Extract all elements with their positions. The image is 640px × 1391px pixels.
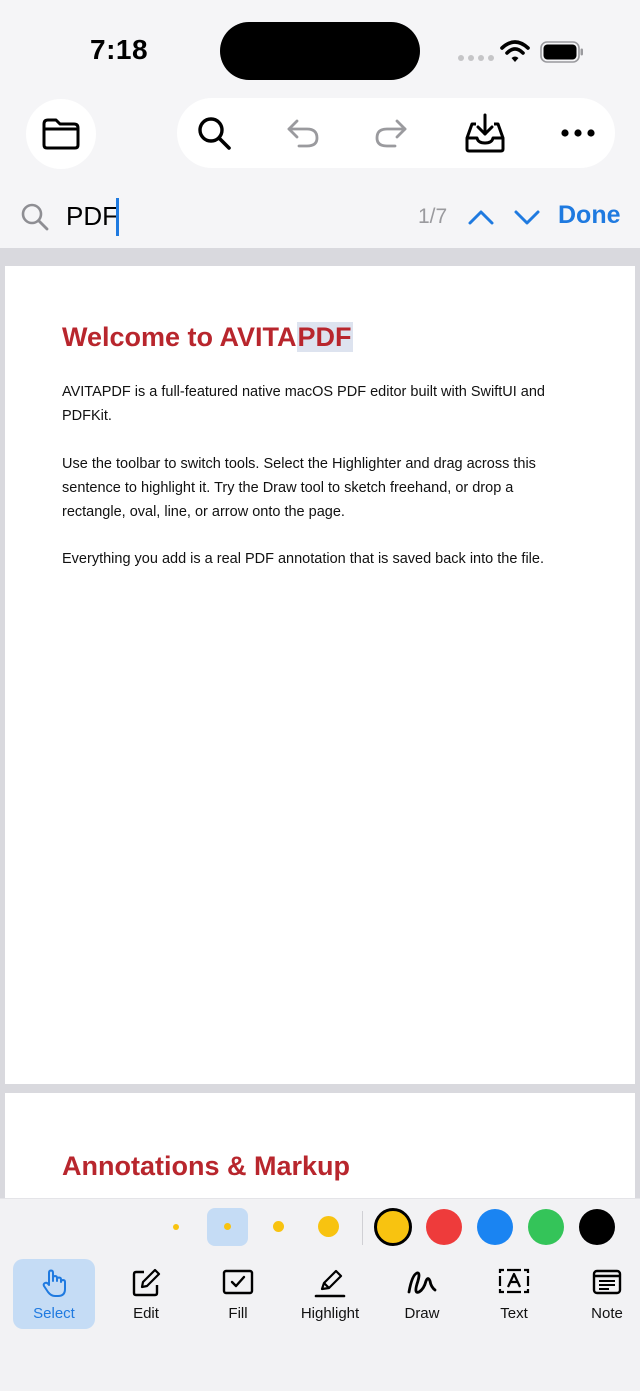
next-match-button[interactable] — [512, 202, 542, 232]
cellular-signal-icon — [458, 55, 494, 61]
text-box-icon — [498, 1267, 530, 1299]
previous-match-button[interactable] — [466, 202, 496, 232]
folder-icon — [41, 117, 81, 151]
search-match-highlight: PDF — [297, 322, 352, 352]
note-icon — [591, 1267, 623, 1299]
tool-highlight[interactable] — [289, 1259, 371, 1329]
color-blue[interactable] — [477, 1209, 513, 1245]
color-red[interactable] — [426, 1209, 462, 1245]
tool-draw[interactable] — [381, 1259, 463, 1329]
edit-icon — [130, 1267, 162, 1299]
text-caret — [116, 198, 119, 236]
status-time: 7:18 — [90, 34, 149, 65]
tool-label: Highlight — [300, 1305, 360, 1322]
done-button[interactable]: Done — [558, 201, 621, 229]
tool-note[interactable] — [566, 1259, 640, 1329]
search-icon — [196, 115, 232, 151]
document-view[interactable] — [0, 248, 640, 1198]
redo-button[interactable] — [370, 112, 412, 154]
tool-select[interactable] — [13, 1259, 95, 1329]
tool-label: Edit — [133, 1305, 159, 1322]
squiggle-icon — [406, 1267, 438, 1299]
search-field-icon — [20, 202, 50, 232]
panel-divider — [362, 1211, 363, 1245]
paragraph-annotations: Everything you add is a real PDF annotation that is saved back into the file. — [62, 551, 544, 567]
more-button[interactable] — [557, 112, 599, 154]
stroke-size-lg[interactable] — [318, 1216, 339, 1237]
search-input[interactable] — [66, 198, 366, 234]
redo-icon — [373, 115, 409, 151]
tray-download-icon — [464, 112, 506, 154]
paragraph-toolbar: Use the toolbar to switch tools. Select the Highlighter and drag across this sentence to highlight it. Try the Draw tool to sketch freehand, or drop a rectangle, oval, line, or arrow onto the page. — [62, 456, 536, 520]
match-count: 1/7 — [418, 205, 448, 228]
highlighter-icon — [314, 1267, 346, 1299]
battery-icon — [540, 41, 584, 63]
color-green[interactable] — [528, 1209, 564, 1245]
tool-text[interactable] — [473, 1259, 555, 1329]
stroke-size-xs[interactable] — [173, 1224, 179, 1230]
stroke-size-sm[interactable] — [224, 1223, 231, 1230]
color-black[interactable] — [579, 1209, 615, 1245]
undo-button[interactable] — [282, 112, 324, 154]
hand-pointer-icon — [38, 1267, 70, 1299]
main-toolbar — [177, 98, 615, 168]
heading-text: Welcome to AVITA — [62, 322, 297, 352]
wifi-icon — [500, 38, 530, 64]
tool-label: Note — [591, 1305, 623, 1322]
pdf-page-2 — [5, 1093, 635, 1198]
tool-fill[interactable] — [197, 1259, 279, 1329]
tool-edit[interactable] — [105, 1259, 187, 1329]
page-heading: Annotations & Markup — [62, 1151, 350, 1181]
color-yellow[interactable] — [374, 1208, 412, 1246]
page-heading — [62, 322, 353, 353]
tool-label: Fill — [228, 1305, 248, 1322]
open-files-button[interactable] — [26, 99, 96, 169]
search-button[interactable] — [193, 112, 235, 154]
undo-icon — [285, 115, 321, 151]
tool-label: Select — [33, 1305, 75, 1322]
pdf-page-1 — [5, 266, 635, 1084]
dynamic-island — [220, 22, 420, 80]
ellipsis-icon — [560, 128, 596, 138]
tool-label: Text — [500, 1305, 528, 1322]
stroke-size-md[interactable] — [273, 1221, 284, 1232]
paragraph-intro: AVITAPDF is a full-featured native macOS PDF editor built with SwiftUI and PDFKit. — [62, 384, 545, 424]
fill-checkbox-icon — [222, 1267, 254, 1299]
save-download-button[interactable] — [464, 112, 506, 154]
annotation-panel — [0, 1198, 640, 1391]
tool-label: Draw — [404, 1305, 440, 1322]
